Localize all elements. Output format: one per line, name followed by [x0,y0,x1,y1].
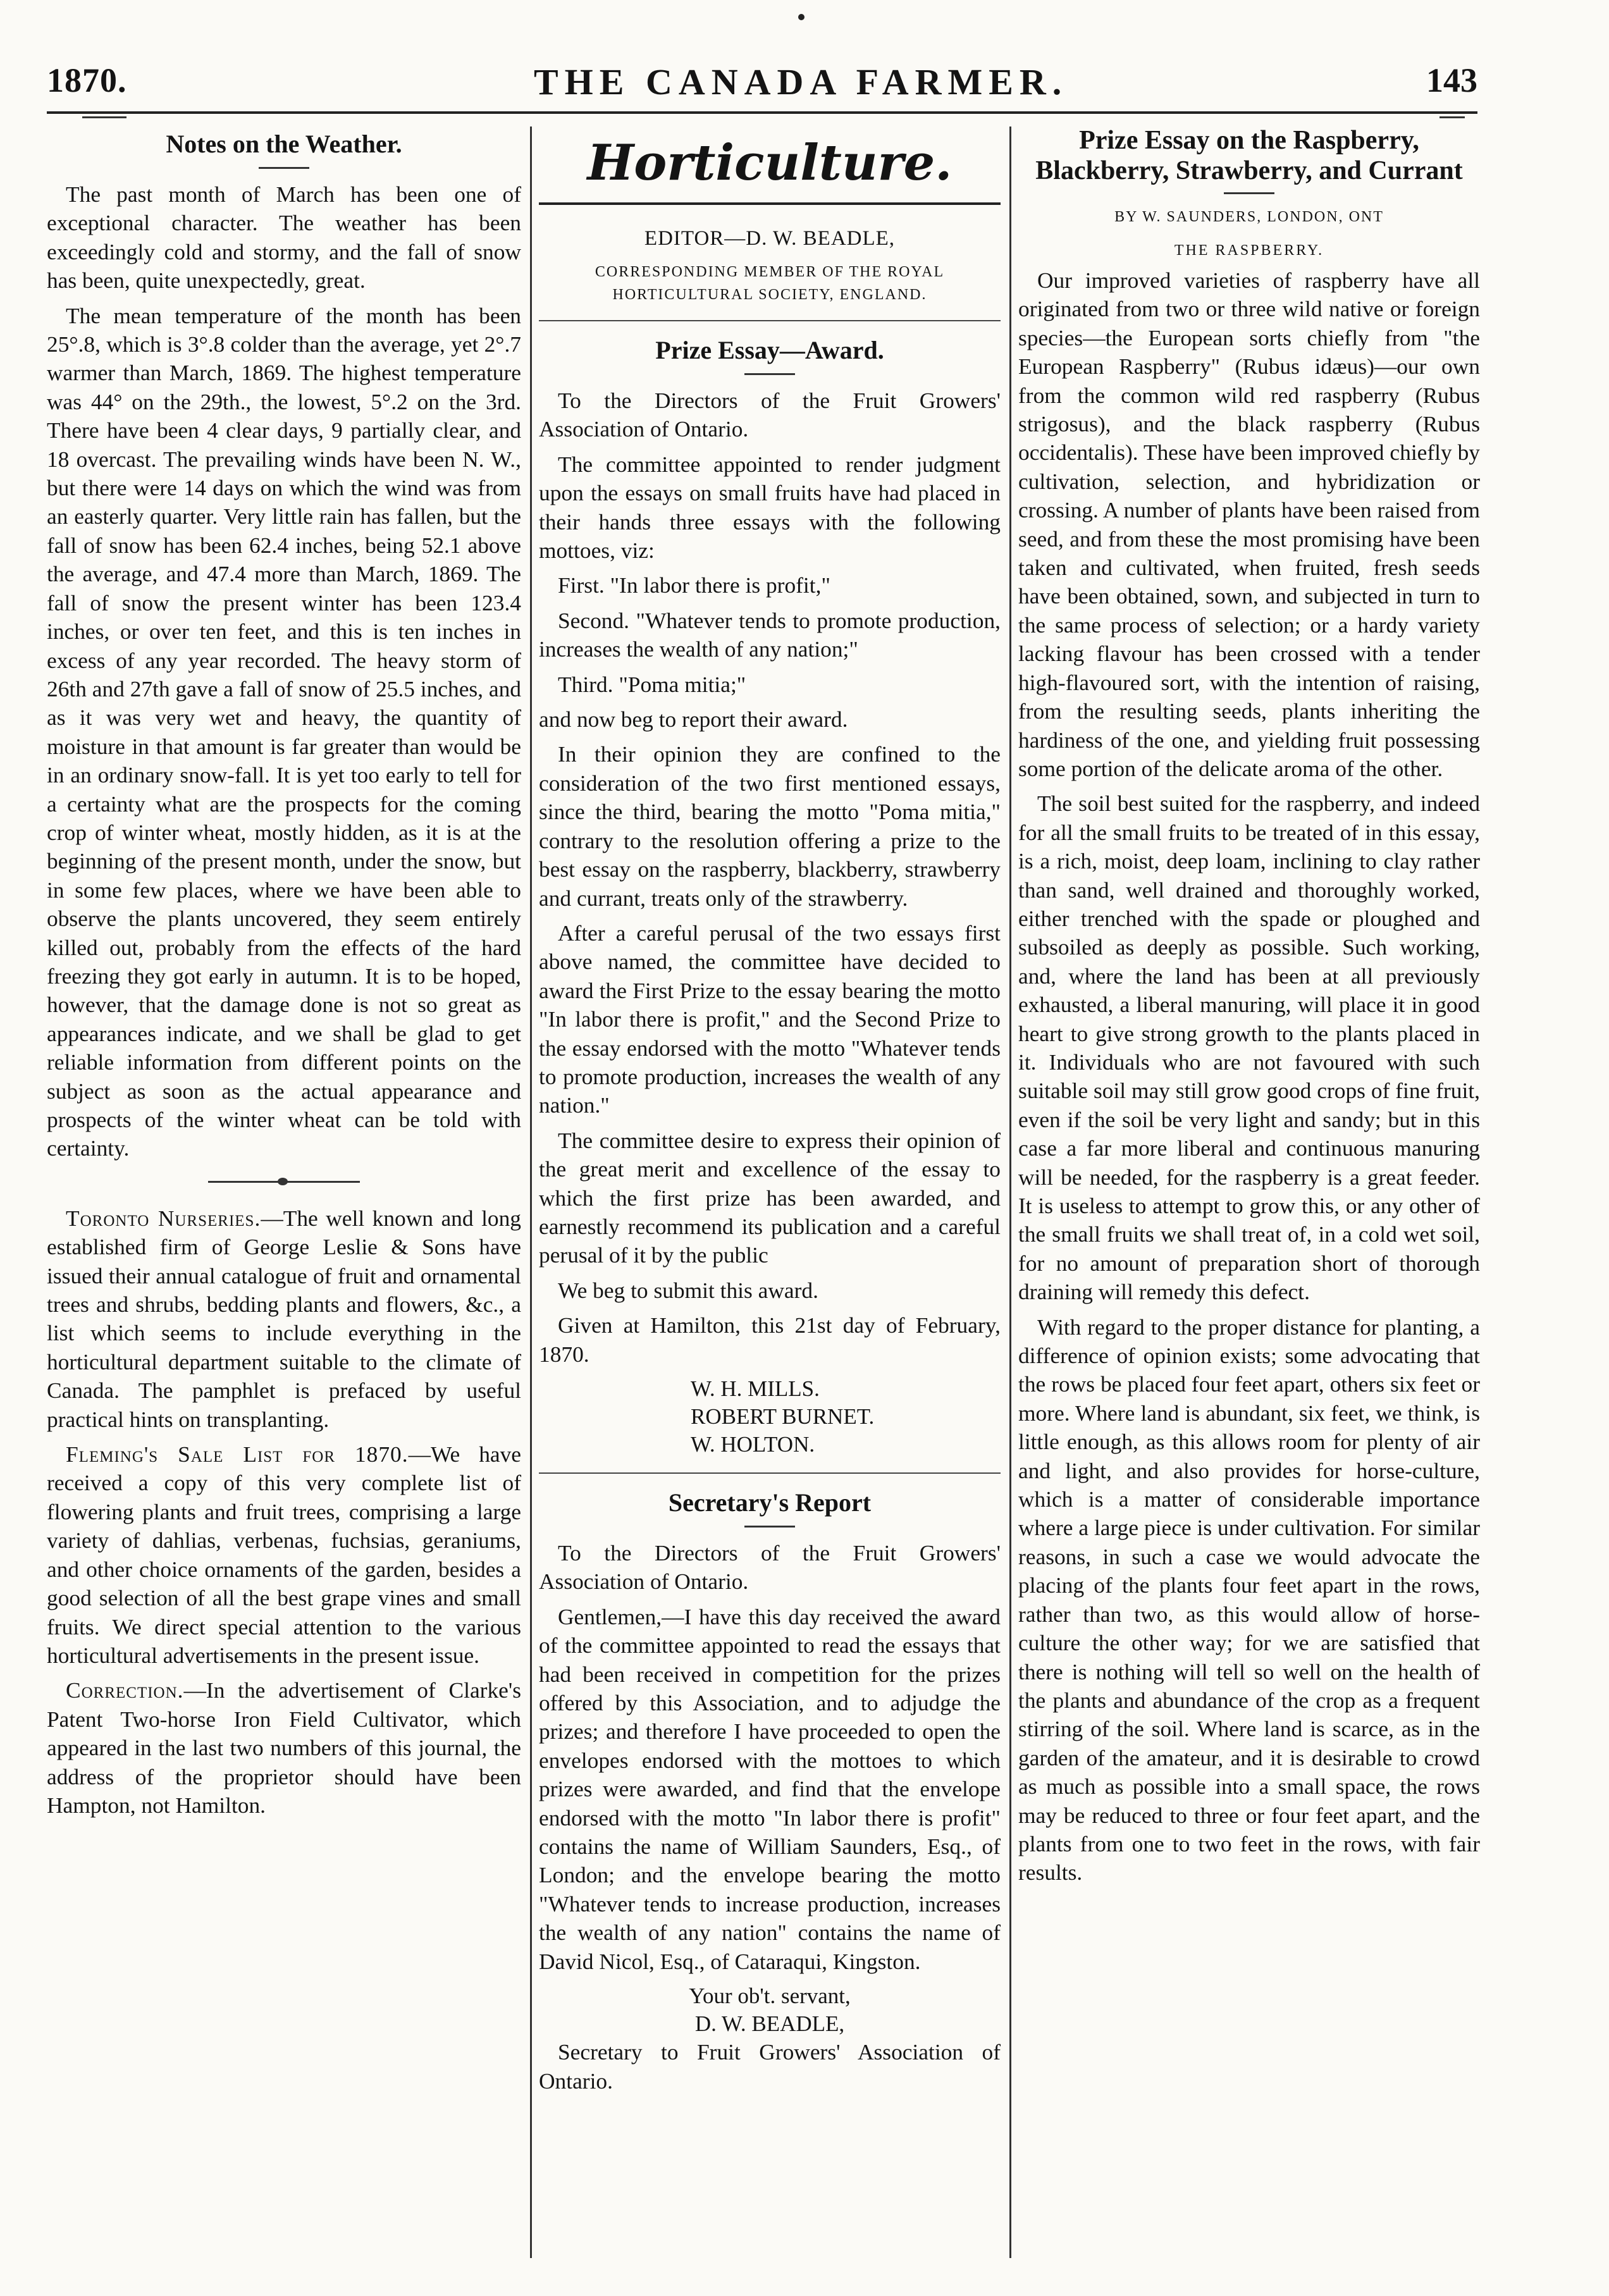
signature: W. HOLTON. [691,1432,815,1457]
nurseries-lead: Toronto Nurseries. [66,1205,261,1231]
section-title: Horticulture. [587,134,952,192]
award-paragraph: We beg to submit this award. [558,1277,818,1303]
editor-subtitle: CORRESPONDING MEMBER OF THE ROYAL HORTICULTURAL SOCIETY, ENGLAND. [595,264,945,303]
correction-text: —In the advertisement of Clarke's Patent Two-horse Iron Field Cultivator, which appeared in the last two numbers of this journal, the address of the proprietor should have been Hampton, not Hamilton. [47,1677,521,1818]
column-right [1018,120,1480,2271]
award-paragraph: In their opinion they are confined to the consideration of the two first mentioned essays, since the third, bearing the motto "Poma mitia," contrary to the resolution offering a prize to the best essay on the raspberry, blackberry, strawberry and currant, treats only of the strawberry. [539,741,1001,911]
essay-subhead: THE RASPBERRY. [1174,242,1324,259]
section-rule [539,202,1001,205]
column-middle [539,120,1001,2271]
award-motto: Second. "Whatever tends to promote production, increases the wealth of any nation;" [539,607,1001,662]
essay-paragraph: The soil best suited for the raspberry, and indeed for all the small fruits to be treated of in this essay, is a rich, moist, deep loam, inclining to clay rather than sand, well drained and thoroughly worked, either trenched with the spade or ploughed and subsoiled as deeply as possible. Such working, and, where the land has been at all previously exhausted, a liberal manuring, will place it in good heart to give strong growth to the plants placed in it. Individuals who are not favoured with such suitable soil may still grow good crops of fine fruit, even if the soil be very light and sandy; but in this case a far more liberal and continuous manuring will be needed, for the raspberry is a great feeder. It is useless to attempt to grow this, or any other of the small fruits we shall treat of, in a cold wet soil, for no amount of preparation short of thorough draining will remedy this defect. [1018,791,1480,1305]
ornament-separator [208,1181,360,1183]
heading-rule [744,373,795,375]
nurseries-paragraph [47,1204,521,1434]
award-paragraph: Given at Hamilton, this 21st day of February, 1870. [539,1312,1001,1367]
column-left [47,120,521,2271]
print-speck [798,14,804,20]
page-header [47,61,1477,105]
heading-rule [1224,192,1274,194]
secretary-heading: Secretary's Report [668,1488,872,1517]
header-dash-right [1439,116,1465,118]
weather-heading: Notes on the Weather. [166,130,402,158]
editor-line: EDITOR—D. W. BEADLE, [644,227,896,250]
closing-title: Secretary to Fruit Growers' Association of Ontario. [539,2039,1001,2094]
closing-line: Your ob't. servant, [689,1984,851,2009]
essay-title: Prize Essay on the Raspberry, Blackberry, Strawberry, and Currant [1035,126,1463,185]
essay-paragraph: Our improved varieties of raspberry have all originated from two or three wild native or foreign species—the European sorts chiefly from "the European Raspberry" (Rubus idæus)—our own from the common wild red raspberry (Rubus strigosus), and the black raspberry (Rubus occidentalis). These have been improved chiefly by cultivation, selection, and hybridization or crossing. A number of plants have been raised from seed, and from these the most promising have been taken and cultivated, when fruited, fresh seeds have been obtained, sown, and subjected in turn to the same process of selection; or a hardy variety lacking flavour has been crossed with a tender high-flavoured sort, with the intention of raising, from the resulting seeds, plants inheriting the hardiness of the one, and yielding fruit possessing some portion of the delicate aroma of the other. [1018,268,1480,781]
secretary-paragraph: To the Directors of the Fruit Growers' Association of Ontario. [539,1540,1001,1595]
weather-paragraph: The past month of March has been one of exceptional character. The weather has been exceedingly cold and stormy, and the fall of snow has been, quite unexpectedly, great. [47,182,521,293]
header-rule [47,111,1477,114]
award-paragraph: To the Directors of the Fruit Growers' Association of Ontario. [539,388,1001,442]
heading-rule [744,1526,795,1528]
page-number: 143 [1426,61,1477,99]
award-motto: Third. "Poma mitia;" [558,671,746,697]
fleming-text: —We have received a copy of this very complete list of flowering plants and fruit trees, comprising a large variety of dahlias, verbenas, fuchsias, geraniums, and other choice ornaments of the garden, besides a good selection of all the best grape vines and small fruits. We direct special attention to the various horticultural advertisements in the present issue. [47,1441,522,1668]
header-dash-left [82,116,126,118]
closing-name: D. W. BEADLE, [694,2011,845,2037]
signature: W. H. MILLS. [691,1376,820,1401]
fleming-lead: Fleming's Sale List for 1870. [66,1441,409,1467]
heading-rule [259,167,309,169]
signature: ROBERT BURNET. [691,1404,875,1429]
award-paragraph: The committee appointed to render judgment upon the essays on small fruits have had placed in their hands three essays with the following mottoes, viz: [539,451,1001,564]
editor-rule [539,320,1001,321]
header-year: 1870. [47,61,127,99]
award-motto: First. "In labor there is profit," [558,572,830,598]
fleming-paragraph [47,1440,521,1670]
separator-rule [539,1472,1001,1474]
column-divider [1009,127,1011,2258]
essay-paragraph: With regard to the proper distance for planting, a difference of opinion exists; some advocating that the rows be placed four feet apart, others six feet or more. Where land is abundant, six feet, we think, is little enough, as this allows room for plenty of air and light, and also provides for horse-culture, which is a matter of considerable importance where a large piece is under cultivation. For similar reasons, in such a case we would advocate the placing of the plants four feet apart in the rows, rather than two, as this would allow of horse-culture the other way; for we are satisfied that there is nothing will tell so well on the health of the plants and abundance of the crop as a frequent stirring of the soil. Where land is scarce, as in the garden of the amateur, and it is desirable to crowd as much as possible into a small space, the rows may be reduced to three or four feet apart, and the plants from one to two feet in the rows, with fair results. [1018,1314,1480,1886]
correction-lead: Correction. [66,1677,184,1703]
award-report: and now beg to report their award. [539,707,848,732]
masthead-title: THE CANADA FARMER. [534,61,1068,102]
column-divider [530,127,532,2258]
secretary-paragraph: Gentlemen,—I have this day received the award of the committee appointed to read the essays that had been received in competition for the prizes offered by this Association, and to adjudge the prizes; and therefore I have proceeded to open the envelopes endorsed with the mottoes to which prizes were awarded, and find that the envelope endorsed with the motto "In labor there is profit" contains the name of William Saunders, Esq., of London; and the envelope bearing the motto "Whatever tends to increase production, increases the wealth of any nation" contains the name of David Nicol, Esq., of Cataraqui, Kingston. [539,1603,1001,1974]
essay-byline: BY W. SAUNDERS, LONDON, ONT [1114,209,1384,225]
correction-paragraph [47,1676,521,1820]
weather-paragraph: The mean temperature of the month has been 25°.8, which is 3°.8 colder than the average, yet 2°.7 warmer than March, 1869. The highest temperature was 44° on the 29th., the lowest, 5°.2 on the 3rd. There have been 4 clear days, 9 partially clear, and 18 overcast. The prevailing winds have been N. W., but there were 14 days on which the wind was from an easterly quarter. Very little rain has fallen, but the fall of snow has been 62.4 inches, being 52.1 above the average, and 47.4 more than March, 1869. The fall of snow the present winter has been 123.4 inches, or over ten feet, and this is ten inches in excess of any year recorded. The heavy storm of 26th and 27th gave a fall of snow of 25.5 inches, and as it was very wet and heavy, the quantity of moisture in that amount is far greater than would be in an ordinary snow-fall. It is yet too early to tell for a certainty what are the prospects for the coming crop of winter wheat, mostly hidden, as it is at the beginning of the present month, under the snow, but in some few places, where we have been able to observe the plants uncovered, they seem entirely killed out, probably from the effects of the hard freezing they got early in autumn. It is to be hoped, however, that the damage done is not so great as appearances indicate, and we shall be glad to get reliable information from different points on the subject as soon as the actual appearance and prospects of the winter wheat can be told with certainty. [47,302,521,1161]
award-paragraph: The committee desire to express their opinion of the great merit and excellence of the essay to which the first prize has been awarded, and earnestly recommend its publication and a careful perusal of it by the public [539,1127,1001,1268]
nurseries-text: —The well known and long established firm of George Leslie & Sons have issued their annual catalogue of fruit and ornamental trees and shrubs, bedding plants and flowers, &c., a list which seems to include everything in the horticultural department suitable to the climate of Canada. The pamphlet is prefaced by useful practical hints on transplanting. [47,1205,521,1432]
award-paragraph: After a careful perusal of the two essays first above named, the committee have decided to award the First Prize to the essay bearing the motto "In labor there is profit," and the Second Prize to the essay endorsed with the motto "Whatever tends to promote production, increases the wealth of any nation." [539,920,1001,1118]
award-heading: Prize Essay—Award. [655,336,884,364]
